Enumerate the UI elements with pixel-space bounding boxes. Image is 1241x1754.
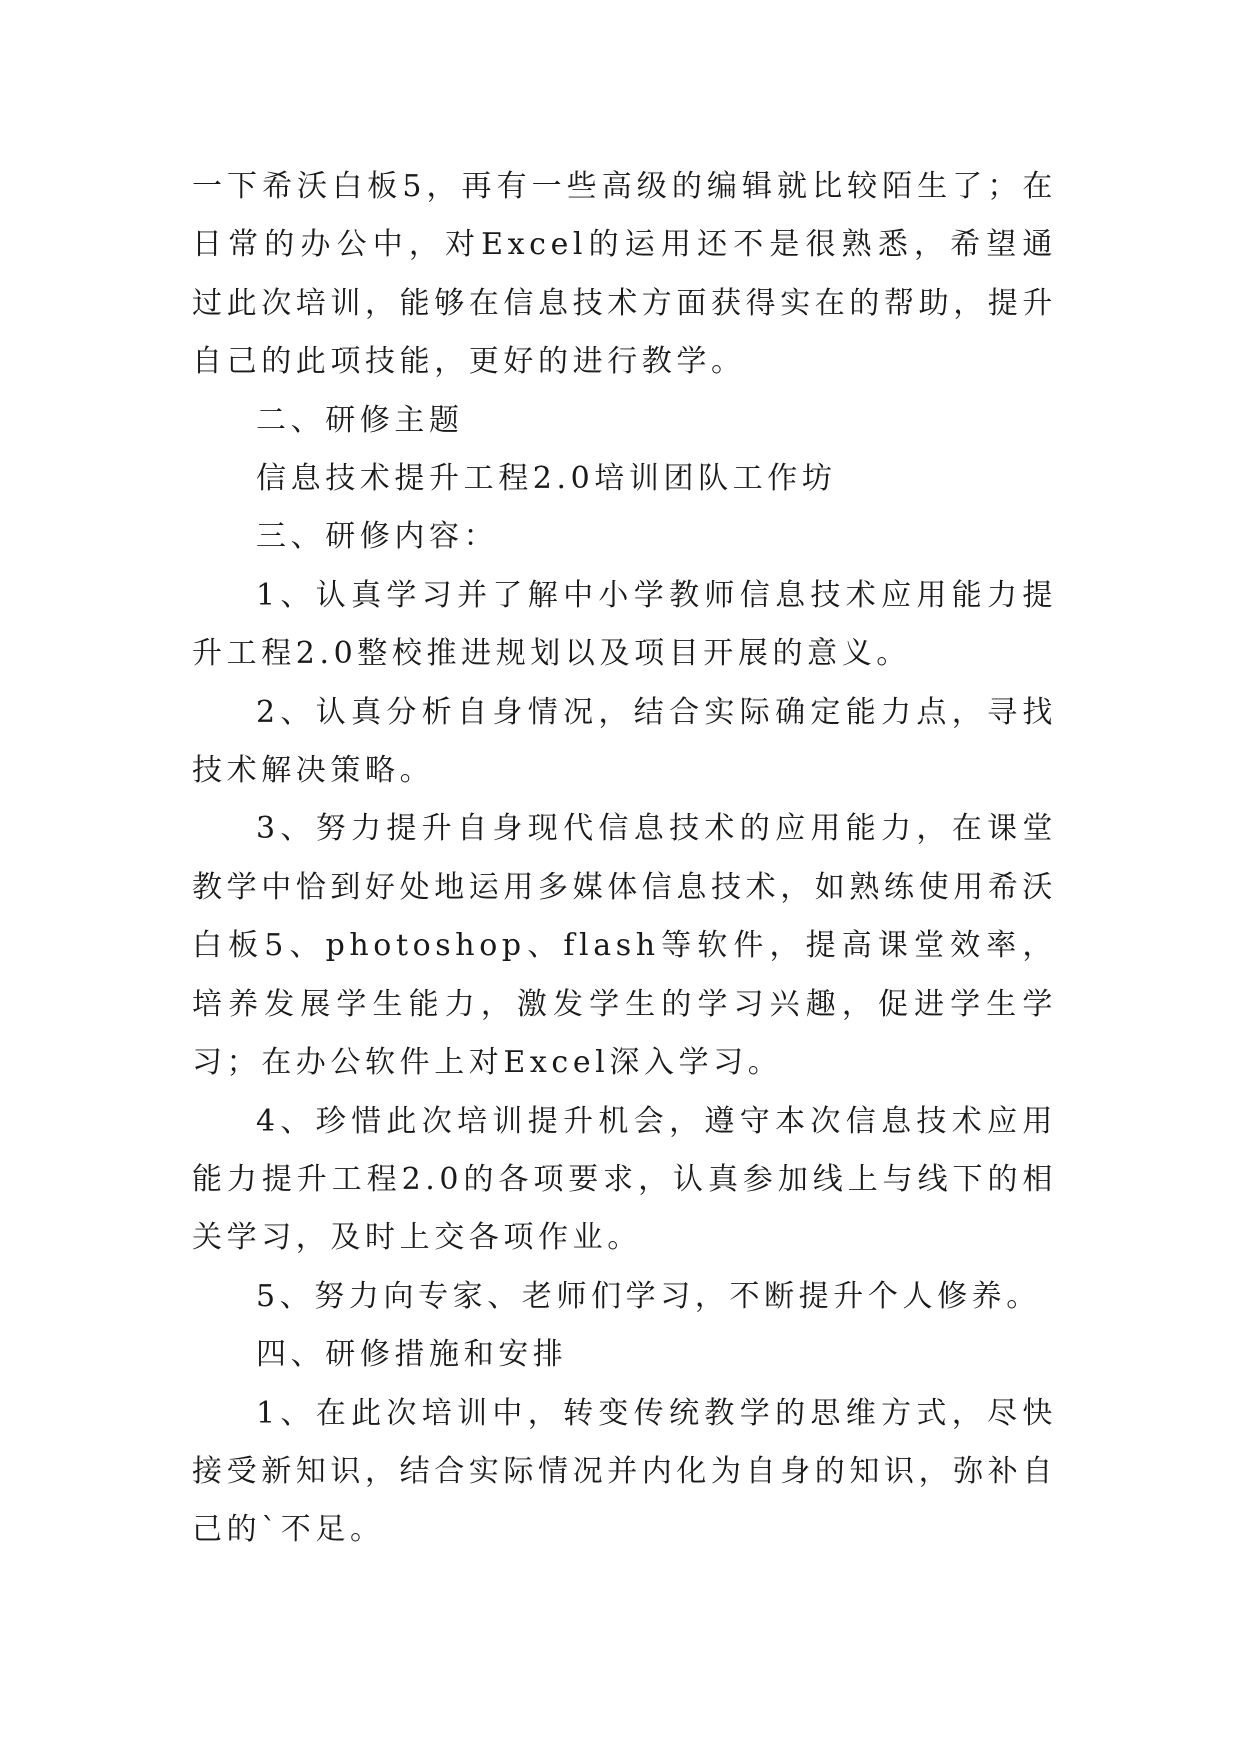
content-item-5: 5、努力向专家、老师们学习，不断提升个人修养。: [256, 1278, 1041, 1314]
content-item-2: 2、认真分析自身情况，结合实际确定能力点，寻找技术解决策略。: [192, 694, 1057, 789]
content-item-3: 3、努力提升自身现代信息技术的应用能力，在课堂教学中恰到好处地运用多媒体信息技术，如熟练使用希沃白板5、photoshop、flash等软件，提高课堂效率，培养发展学生能力，激发学生的学习兴趣，促进学生学习；在办公软件上对Excel深入学习。: [192, 811, 1057, 1081]
document-body: [192, 158, 1057, 1560]
paragraph-continuation: 一下希沃白板5，再有一些高级的编辑就比较陌生了；在日常的办公中，对Excel的运用还不是很熟悉，希望通过此次培训，能够在信息技术方面获得实在的帮助，提升自己的此项技能，更好的进行教学。: [192, 169, 1057, 380]
content-item-1: 1、认真学习并了解中小学教师信息技术应用能力提升工程2.0整校推进规划以及项目开展的意义。: [192, 577, 1057, 672]
heading-research-content: 三、研修内容：: [256, 519, 499, 555]
measures-item-1: 1、在此次培训中，转变传统教学的思维方式，尽快接受新知识，结合实际情况并内化为自身的知识，弥补自己的`不足。: [192, 1395, 1057, 1548]
content-item-4: 4、珍惜此次培训提升机会，遵守本次信息技术应用能力提升工程2.0的各项要求，认真参加线上与线下的相关学习，及时上交各项作业。: [192, 1103, 1057, 1256]
heading-research-theme: 二、研修主题: [256, 402, 464, 438]
research-theme-text: 信息技术提升工程2.0培训团队工作坊: [256, 461, 837, 497]
heading-measures: 四、研修措施和安排: [256, 1337, 568, 1373]
